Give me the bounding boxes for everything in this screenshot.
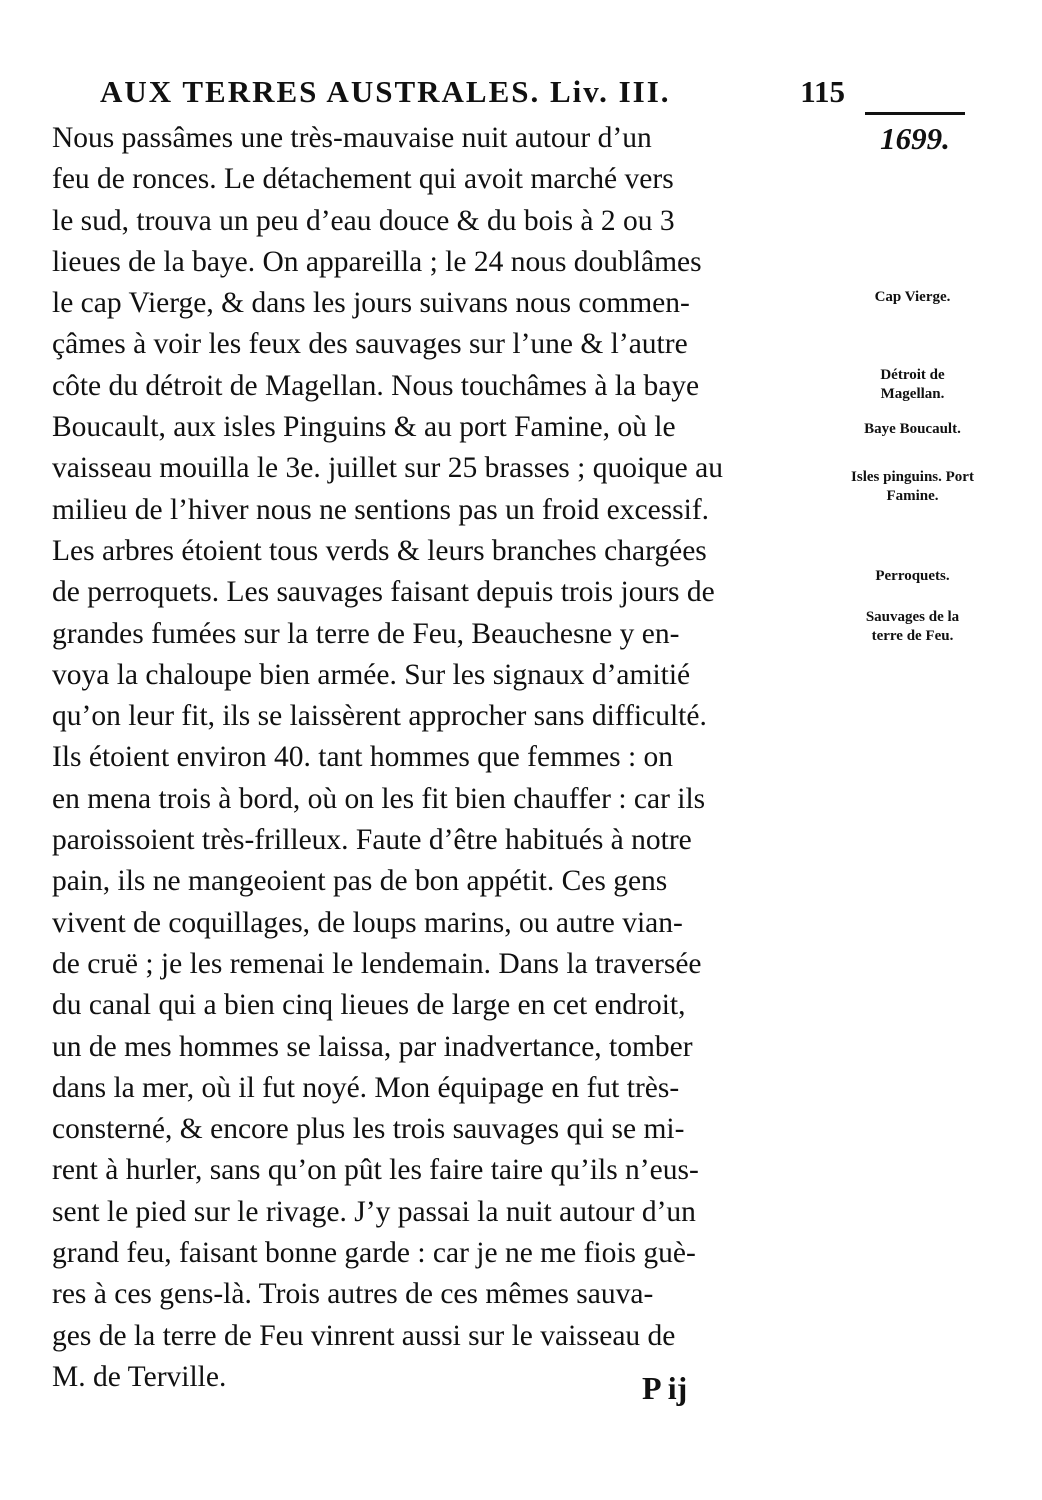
text-line: côte du détroit de Magellan. Nous touchâmes à la baye [52, 369, 700, 402]
text-line: ges de la terre de Feu vinrent aussi sur le vaisseau de [52, 1319, 676, 1352]
text-line: milieu de l’hiver nous ne sentions pas un froid excessif. [52, 493, 710, 526]
signature-mark: P ij [642, 1370, 688, 1406]
text-line: lieues de la baye. On appareilla ; le 24 nous doublâmes [52, 245, 702, 278]
text-line: de perroquets. Les sauvages faisant depuis trois jours de [52, 576, 715, 609]
text-line: res à ces gens-là. Trois autres de ces mêmes sauva- [52, 1278, 654, 1311]
text-line: Nous passâmes une très-mauvaise nuit autour d’un [52, 122, 652, 154]
text-line: voya la chaloupe bien armée. Sur les signaux d’amitié [52, 658, 691, 691]
margin-note: Perroquets. [875, 568, 950, 584]
margin-year: 1699. [865, 112, 965, 157]
margin-note: Isles pinguins. Port Famine. [851, 469, 974, 504]
text-line: çâmes à voir les feux des sauvages sur l’une & l’autre [52, 328, 688, 361]
margin-note: Baye Boucault. [864, 421, 961, 437]
text-line: pain, ils ne mangeoient pas de bon appétit. Ces gens [52, 865, 668, 898]
text-line: Boucault, aux isles Pinguins & au port Famine, où le [52, 411, 676, 444]
text-line: le sud, trouva un peu d’eau douce & du bois à 2 ou 3 [52, 204, 675, 237]
margin-note: Détroit de Magellan. [880, 367, 945, 402]
text-line: du canal qui a bien cinq lieues de large en cet endroit, [52, 989, 686, 1022]
text-line: en mena trois à bord, où on les fit bien chauffer : car ils [52, 782, 706, 815]
text-line: grandes fumées sur la terre de Feu, Beauchesne y en- [52, 617, 680, 650]
text-line: consterné, & encore plus les trois sauvages qui se mi- [52, 1113, 685, 1146]
body-text [52, 118, 842, 1398]
page-number: 115 [800, 74, 845, 109]
text-line: grand feu, faisant bonne garde : car je ne me fiois guè- [52, 1237, 696, 1270]
text-line: le cap Vierge, & dans les jours suivans nous commen- [52, 287, 690, 320]
text-line: sent le pied sur le rivage. J’y passai la nuit autour d’un [52, 1195, 696, 1228]
margin-note: Sauvages de la terre de Feu. [865, 609, 960, 644]
margin-note: Cap Vierge. [874, 289, 951, 305]
text-line: M. de Terville. [52, 1360, 227, 1393]
text-line: un de mes hommes se laissa, par inadvertance, tomber [52, 1030, 693, 1063]
text-line: qu’on leur fit, ils se laissèrent approcher sans difficulté. [52, 700, 707, 733]
text-line: rent à hurler, sans qu’on pût les faire taire qu’ils n’eus- [52, 1154, 699, 1187]
text-line: paroissoient très-frilleux. Faute d’être habitués à notre [52, 824, 692, 857]
running-head [100, 74, 845, 114]
text-line: vaisseau mouilla le 3e. juillet sur 25 brasses ; quoique au [52, 452, 723, 485]
text-line: dans la mer, où il fut noyé. Mon équipage en fut très- [52, 1071, 680, 1104]
text-line: de cruë ; je les remenai le lendemain. Dans la traversée [52, 947, 702, 980]
text-line: Ils étoient environ 40. tant hommes que femmes : on [52, 741, 674, 774]
running-head-title: AUX TERRES AUSTRALES. Liv. III. [100, 74, 671, 109]
text-line: vivent de coquillages, de loups marins, ou autre vian- [52, 906, 683, 939]
text-line: Les arbres étoient tous verds & leurs branches chargées [52, 534, 707, 567]
text-line: feu de ronces. Le détachement qui avoit marché vers [52, 163, 674, 196]
